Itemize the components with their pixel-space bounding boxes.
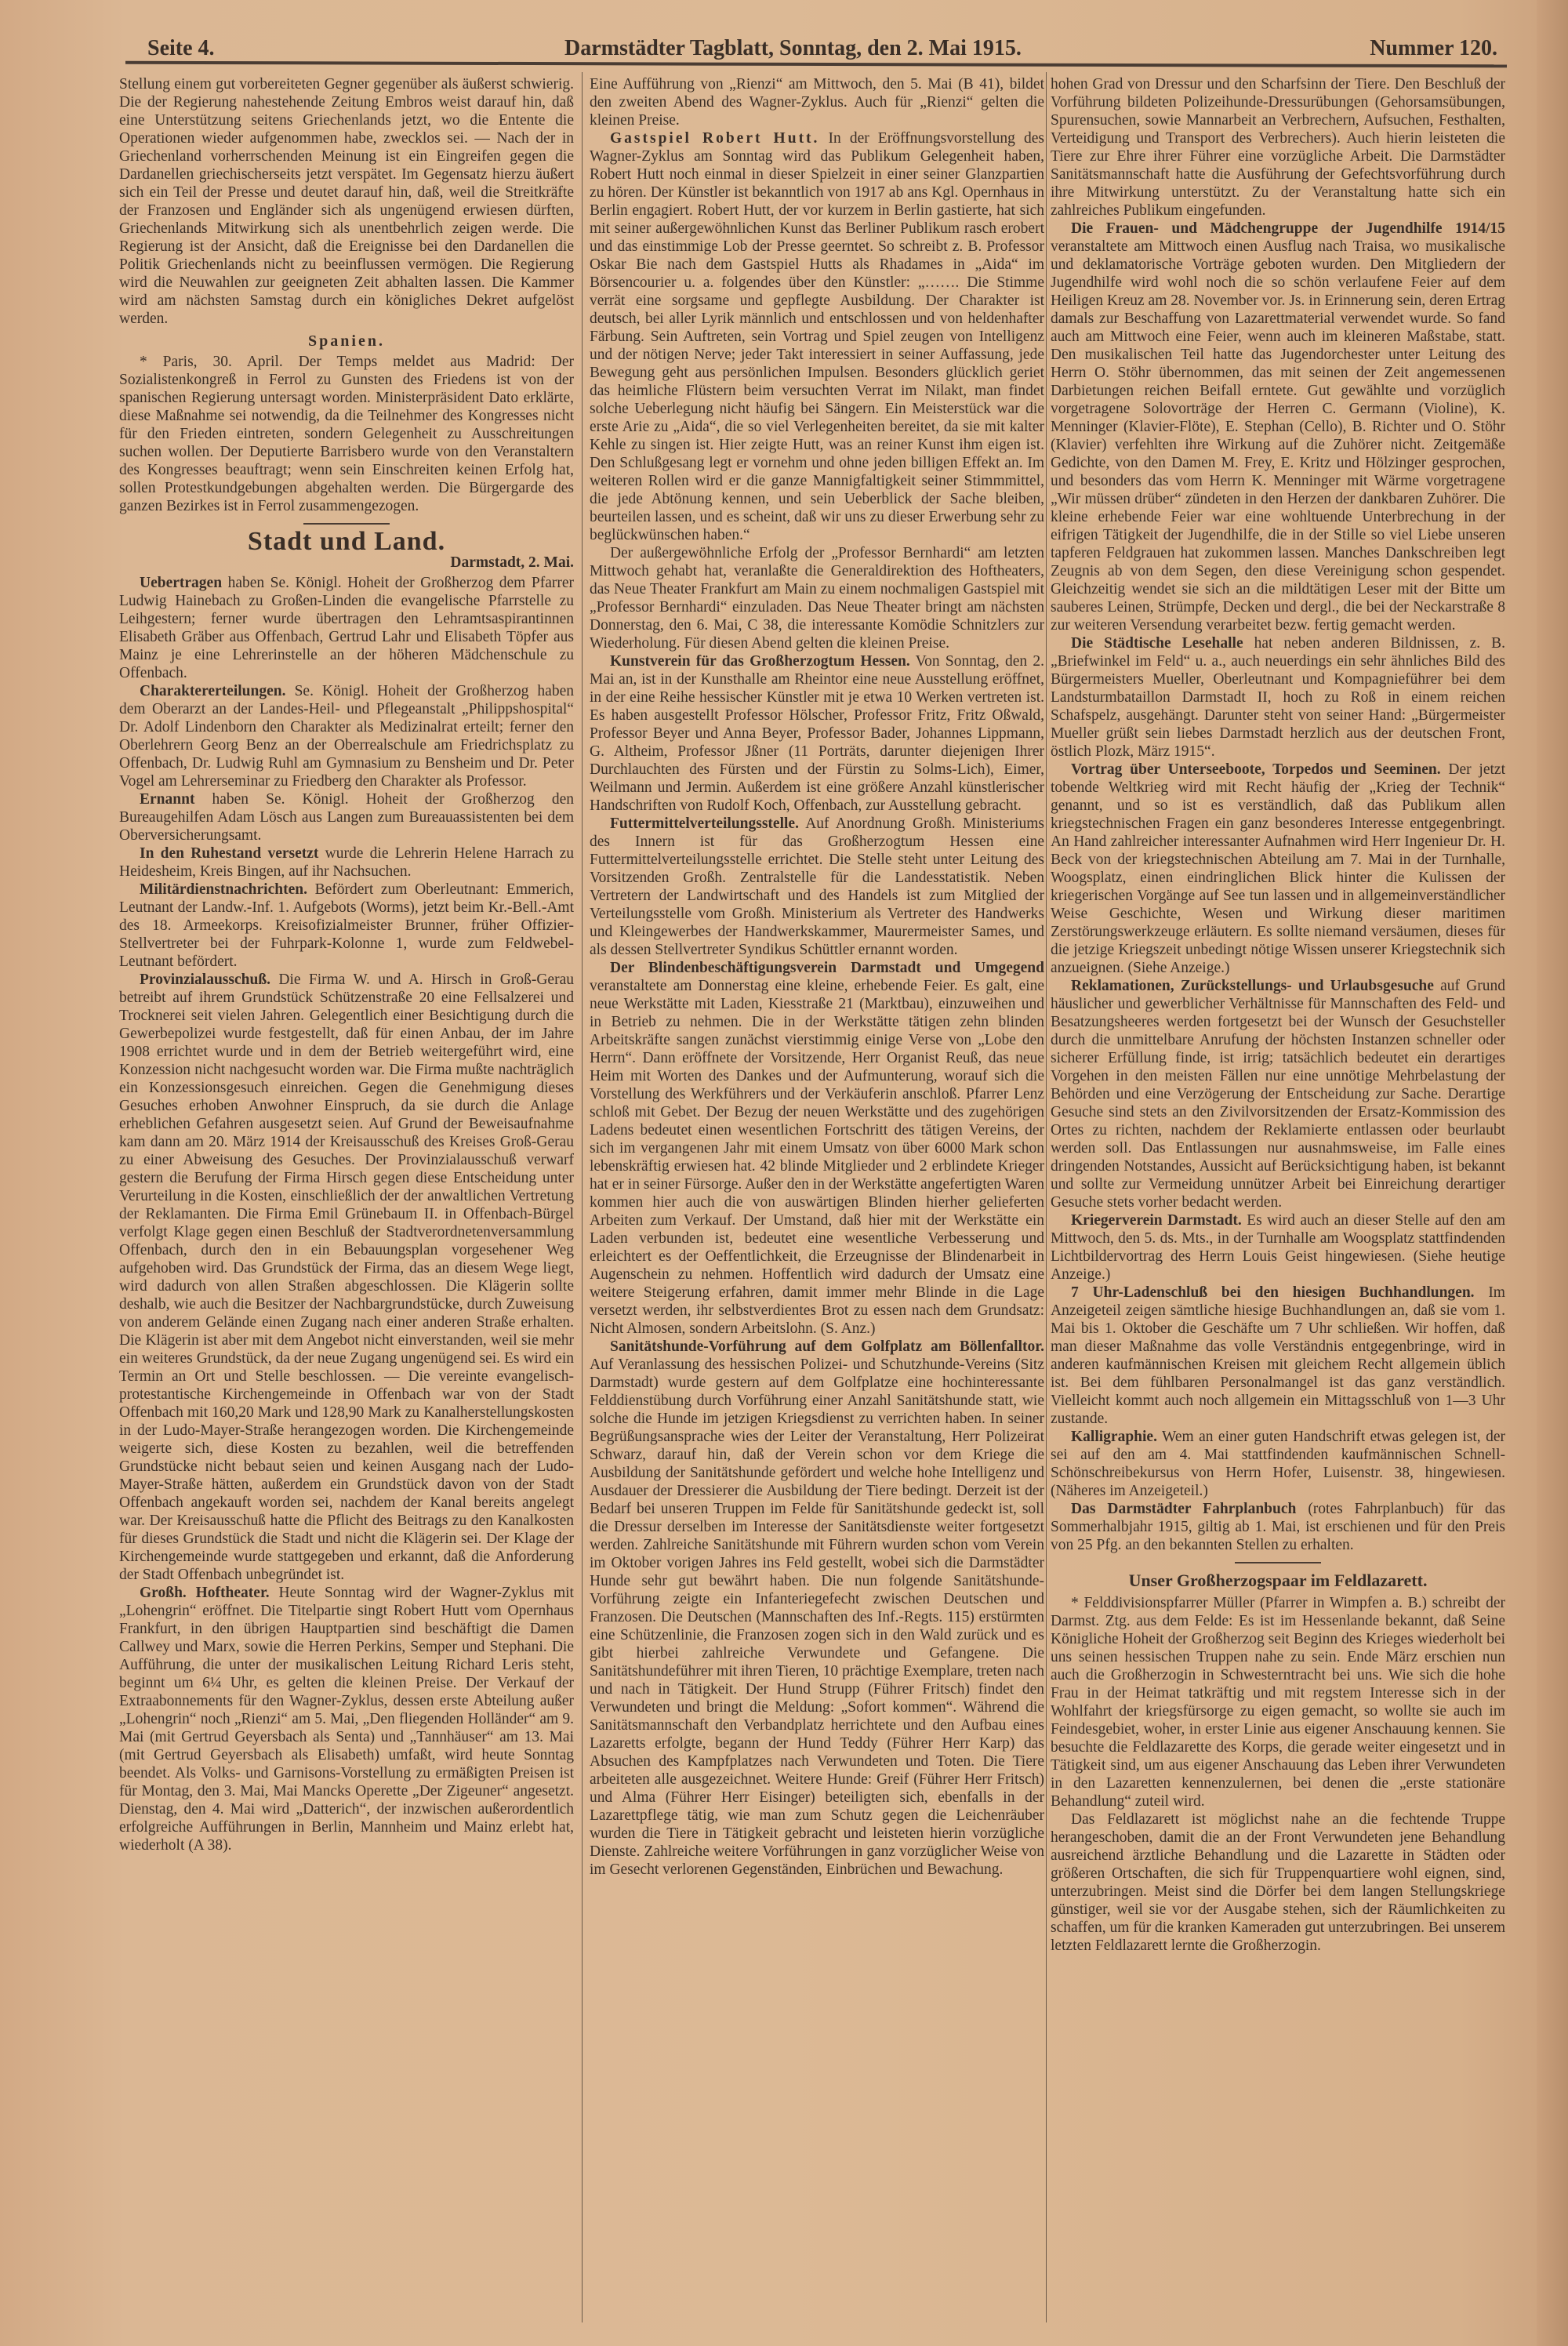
news-item: Gastspiel Robert Hutt. In der Eröffnungsvorstellung des Wagner-Zyklus am Sonntag wird das Publikum Gelegenheit haben, Robert Hutt noch einmal in dieser Spielzeit in einer seiner Glanzpartien zu hören. Der Künstler ist bekanntlich von 1917 ab ans Kgl. Opernhaus in Berlin engagiert. Robert Hutt, der vor kurzem in Berlin gastierte, hat sich mit seiner außergewöhnlichen Kunst das Berliner Publikum rasch erobert und das einstimmige Lob der Presse geerntet. So schreibt z. B. Professor Oskar Bie nach dem Gastspiel Hutts als Rhadames in „Aida“ im Börsencourier u. a. folgendes über den Künstler: „……. Die Stimme verrät eine sorgsame und gepflegte Ausbildung. Der Charakter ist deutsch, bei aller Lyrik männlich und entschlossen und von heldenhafter Färbung. Sein Auftreten, sein Vortrag und Spiel zeugen von Intelligenz und der nötigen Nerve; jeder Takt interessiert in seiner Auffassung, jede Bewegung geht aus persönlichen Impulsen. Besonders glücklich geriet das heimliche Flüstern beim versuchten Verrat im Nilakt, man findet solche Ueberlegung nicht häufig bei Sängern. Ein Meisterstück war die erste Arie zu „Aida“, die so viel Verlegenheiten bereitet, da sie mit kalter Kehle zu singen ist. Hier zeigte Hutt, was an reiner Kunst ihm eigen ist. Den Schlußgesang legt er vornehm und ohne jeden billigen Effekt an. Im weiteren Rollen wird er die ganze Mannigfaltigkeit seiner Stimmmittel, die jede Abtönung kennen, und sein Ueberblick der Sache bleiben, beurteilen lassen, und es scheint, daß wir uns zu dieser Erwerbung sehr zu beglückwünschen haben.“ (590, 130, 1044, 543)
news-item: Provinzialausschuß. Die Firma W. und A. Hirsch in Groß-Gerau betreibt auf ihrem Grundstück Schützenstraße 20 eine Fellsalzerei und Trocknerei seit vielen Jahren. Gelegentlich einer Besichtigung durch die Gewerbepolizei wurde festgestellt, daß für einen Anbau, der im Jahre 1908 errichtet wurde und in dem der Betrieb weitergeführt wird, eine Konzession nicht nachgesucht worden war. Die Firma mußte nachträglich ein Konzessionsgesuch einreichen. Gegen die Genehmigung dieses Gesuches erhoben Anwohner Einspruch, da sie durch die Anlage erheblichen Gefahren ausgesetzt seien. Auf Grund der Beweisaufnahme kam dann am 20. März 1914 der Kreisausschuß des Kreises Groß-Gerau zu einer Abweisung des Gesuches. Der Provinzialausschuß verwarf gestern die Berufung der Firma Hirsch gegen diese Entscheidung unter Verurteilung in die Kosten, einschließlich der der anwaltlichen Vertretung der Reklamanten. Die Firma Emil Grünebaum II. in Offenbach-Bürgel verfolgt Klage gegen einen Beschluß der Stadtverordnetenversammlung Offenbach, durch den in ein Bebauungsplan vorgesehener Weg aufgehoben wird. Das Grundstück der Firma, das an diesem Wege liegt, wird dadurch von allen Straßen abgeschlossen. Die Klägerin sollte deshalb, wie auch die Besitzer der Nachbargrundstücke, durch Zuweisung von anderem Gelände einen Zugang nach einer anderen Straße erhalten. Die Klägerin ist aber mit dem Angebot nicht einverstanden, weil sie mehr ein weiteres Grundstück, da der neue Zugang ungenügend sei. Es wird ein Termin an Ort und Stelle beschlossen. — Die vereinte evangelisch-protestantische Kirchengemeinde in Offenbach war von der Stadt Offenbach mit 160,20 Mark und 128,90 Mark zu Kanalherstellungskosten in der Ludo-Mayer-Straße herangezogen worden. Die Kirchengemeinde weigerte sich, diese Kosten zu bezahlen, weil die betreffenden Grundstücke nicht bebaut seien und keinen Ausgang nach der Ludo-Mayer-Straße hätten, außerdem ein Grundstück davon von der Stadt Offenbach angekauft worden sei, nachdem der Kanal bereits angelegt war. Der Kreisausschuß hatte die Pflicht des Beitrags zu den Kanalkosten für dieses Grundstück die Stadt und nicht die Klägerin sei. Der Klage der Kirchengemeinde wurde stattgegeben und erkannt, daß die Anforderung der Stadt Offenbach unbegründet ist. (119, 971, 574, 1583)
news-item: Die Städtische Lesehalle hat neben anderen Bildnissen, z. B. „Briefwinkel im Feld“ u. a., auch neuerdings ein sehr ähnliches Bild des Bürgermeisters Mueller, Oberleutnant und Kompagnieführer bei dem Landsturmbataillon Darmstadt II, hoch zu Roß in einem reichen Schafspelz, ausgehängt. Darunter steht von seiner Hand: „Bürgermeister Mueller grüßt sein liebes Darmstadt herzlich aus der deutschen Front, östlich Plozk, März 1915“. (1051, 635, 1505, 760)
page-number: Seite 4. (147, 36, 215, 60)
news-item: Sanitätshunde-Vorführung auf dem Golfplatz am Böllenfalltor. Auf Veranlassung des hessischen Polizei- und Schutzhunde-Vereins (Sitz Darmstadt) wurde gestern auf dem Golfplatze eine hochinteressante Felddienstübung durch Vorführung einer Anzahl Sanitätshunde statt, wie solche die Hunde im jetzigen Kriegsdienst zu verrichten haben. In seiner Begrüßungsansprache wies der Leiter der Veranstaltung, Herr Polizeirat Schwarz, darauf hin, daß der Verein schon vor dem Kriege die Ausbildung der Sanitätshunde gefördert und welche hohe Intelligenz und Ausdauer der Dressierer die Ausbildung der Tiere bedingt. Derzeit ist der Bedarf bei unseren Truppen im Felde für Sanitätshunde gedeckt ist, soll die Dressur derselben im Interesse der Sanitätsdienste weiter fortgesetzt werden. Zahlreiche Sanitätshunde mit Führern wurden schon vom Verein im Oktober vorigen Jahres ins Feld gestellt, wobei sich die Darmstädter Hunde sehr gut bewährt haben. Die nun folgende Sanitätshunde-Vorführung zeigte ein Infanteriegefecht zwischen Deutschen und Franzosen. Die Deutschen (Mannschaften des Inf.-Regts. 115) erstürmten eine Schützenlinie, die Franzosen zogen sich in den Wald zurück und es gibt hierbei zahlreiche Verwundete und Gefangene. Die Sanitätshundeführer mit ihren Tieren, 10 prächtige Exemplare, treten nach und nach in Tätigkeit. Der Hund Strupp (Führer Fritsch) findet den Verwundeten und bringt die Meldung: „Sofort kommen“. Während die Sanitätsmannschaft den Verbandplatz herrichtete und den Aufbau eines Lazaretts erfolgte, begann der Hund Teddy (Führer Herr Karp) das Absuchen des Kampfplatzes nach Verwundeten und Toten. Die Tiere arbeiteten alle ausgezeichnet. Weitere Hunde: Greif (Führer Herr Fritsch) und Alma (Führer Herr Eisinger) beteiligten sich, ebenfalls in der Lazarettpflege tätig, wie man zum Schutz gegen die Leichenräuber wurden die Tiere in Tätigkeit gebracht und leisteten hierin vorzügliche Dienste. Zahlreiche weitere Vorführungen in ganz vorzüglicher Weise von im Gesecht verlorenen Gegenständen, Einbrüchen und Bewachung. (590, 1338, 1044, 1878)
news-item: Ernannt haben Se. Königl. Hoheit der Großherzog den Bureaugehilfen Adam Lösch aus Langen zum Bureauassistenten bei dem Oberversicherungsamt. (119, 791, 574, 844)
divider (1235, 1562, 1321, 1563)
news-item: Großh. Hoftheater. Heute Sonntag wird der Wagner-Zyklus mit „Lohengrin“ eröffnet. Die Titelpartie singt Robert Hutt vom Opernhaus Frankfurt, in den übrigen Hauptpartien sind beschäftigt die Damen Callwey und Marx, sowie die Herren Perkins, Semper und Stephani. Die Aufführung, die unter der musikalischen Leitung Richard Leris steht, beginnt um 6¼ Uhr, es gelten die kleinen Preise. Der Verkauf der Extraabonnements für den Wagner-Zyklus, dessen erste Abteilung außer „Lohengrin“ noch „Rienzi“ am 5. Mai, „Den fliegenden Holländer“ am 9. Mai (mit Gertrud Geyersbach als Senta) und „Tannhäuser“ am 13. Mai (mit Gertrud Geyersbach als Elisabeth) umfaßt, wird heute Sonntag beendet. Als Volks- und Garnisons-Vorstellung zu ermäßigten Preisen ist für Montag, den 3. Mai, Mai Mancks Operette „Der Zigeuner“ angesetzt. Dienstag, den 4. Mai wird „Datterich“, der inzwischen außerordentlich erfolgreiche Aufführungen in Berlin, Mannheim und Mainz erlebt hat, wiederholt (A 38). (119, 1585, 574, 1854)
masthead-title: Darmstädter Tagblatt, Sonntag, den 2. Mai 1915. (564, 36, 1022, 60)
news-item: Futtermittelverteilungsstelle. Auf Anordnung Großh. Ministeriums des Innern ist für das Großherzogtum Hessen eine Futtermittelverteilungsstelle errichtet. Die Stelle steht unter Leitung des Vorsitzenden Großh. Zentralstelle für die Landesstatistik. Neben Vertretern der Landwirtschaft und des Handels ist zum Mitglied der Verteilungsstelle vom Großh. Ministerium als Vertreter des Handwerks und Kleingewerbes der Handwerkskammer, Maurermeister Sames, und als dessen Stellvertreter Syndikus Schüttler ernannt worden. (590, 815, 1044, 958)
news-item: In den Ruhestand versetzt wurde die Lehrerin Helene Harrach zu Heidesheim, Kreis Bingen, auf ihr Nachsuchen. (119, 845, 574, 880)
page-fold (1537, 0, 1568, 2346)
news-item: Der außergewöhnliche Erfolg der „Professor Bernhardi“ am letzten Mittwoch gehabt hat, veranlaßte die Generaldirektion des Hoftheaters, das Neue Theater Frankfurt am Main zu einem nochmaligen Gastspiel mit „Professor Bernhardi“ einzuladen. Das Neue Theater bringt am nächsten Donnerstag, den 6. Mai, C 38, die interessante Komödie Schnitzlers zur Wiederholung. Für diesen Abend gelten die kleinen Preise. (590, 545, 1044, 652)
article-paragraph: * Paris, 30. April. Der Temps meldet aus Madrid: Der Sozialistenkongreß in Ferrol zu Gunsten des Friedens ist von der spanischen Regierung untersagt worden. Ministerpräsident Dato erklärte, diese Maßnahme sei notwendig, da die Teilnehmer des Kongresses nicht für den Frieden eintreten, sondern Gelegenheit zu Ausschreitungen suchen wollen. Der Deputierte Barrisbero wurde von den Veranstaltern des Kongresses beauftragt; wenn sein Einschreiten keinen Erfolg hat, sollen Protestkundgebungen abgehalten werden. Die Bürgergarde des ganzen Bezirkes ist in Ferrol zusammengezogen. (119, 354, 574, 514)
news-item: Die Frauen- und Mädchengruppe der Jugendhilfe 1914/15 veranstaltete am Mittwoch einen Ausflug nach Traisa, wo musikalische und deklamatorische Vorträge geboten wurden. Den Mitgliedern der Jugendhilfe wird wohl noch die so schön verlaufene Feier auf dem Heiligen Kreuz am 28. November vor. Js. in Erinnerung sein, deren Ertrag damals zur Beschaffung von Lazarettmaterial verwendet wurde. So fand auch am Mittwoch eine Feier, wenn auch im kleineren Maßstabe, statt. Den musikalischen Teil hatte das Jugendorchester unter Leitung des Herrn O. Stöhr übernommen, das mit seinen der Zeit angemessenen Darbietungen reichen Beifall erntete. Gut gewählte und vorzüglich vorgetragene Solovorträge der Herren C. Germann (Violine), K. Menninger (Klavier-Flöte), E. Stephan (Cello), B. Richter und O. Stöhr (Klavier) verfehlten ihre Wirkung auf die Zuhörer nicht. Zeitgemäße Gedichte, von den Damen M. Frey, E. Kritz und Hölzinger gesprochen, und besonders das vom Herrn K. Menninger mit Wärme vorgetragene „Wir müssen drüber“ zündeten in den Herzen der dankbaren Zuhörer. Die kleine erhebende Feier war eine wohltuende Unterbrechung in der eifrigen Tätigkeit der Jugendhilfe, die in der Stille so viel Liebe unseren tapferen Feldgrauen hat zukommen lassen. Manches Dankschreiben legt Zeugnis ab von dem Segen, den diese Vereinigung schon gespendet. Gleichzeitig wendet sie sich an die mildtätigen Leser mit der Bitte um sauberes Leinen, Strümpfe, Decken und dergl., die bei der Neckarstraße 8 zur weiteren Versendung verarbeitet bezw. fertig gemacht werden. (1051, 220, 1505, 634)
column-1 (119, 75, 574, 1854)
article-paragraph: Eine Aufführung von „Rienzi“ am Mittwoch, den 5. Mai (B 41), bildet den zweiten Abend des Wagner-Zyklus. Auch für „Rienzi“ gelten die kleinen Preise. (590, 76, 1044, 129)
section-heading-spain: Spanien. (308, 332, 385, 350)
article-paragraph: * Felddivisionspfarrer Müller (Pfarrer in Wimpfen a. B.) schreibt der Darmst. Ztg. aus dem Felde: Es ist im Hessenlande bekannt, daß Seine Königliche Hoheit der Großherzog seit Beginn des Krieges wiederholt bei uns seinen hessischen Truppen nahe zu sein. Ende März erschien nun auch die Großherzogin in Schwesterntracht bei uns. Wie sich die hohe Frau in der Heimat tatkräftig und mit regstem Interesse sich in der Wohlfahrt der kriegsfürsorge zu eigen gemacht, so wollte sie auch im Feindesgebiet, woher, in erster Linie aus eigener Anschauung kennen. Sie besuchte die Feldlazarette des Korps, die gerade weiter eingesetzt und in Tätigkeit sind, um aus eigener Anschauung das Leben ihrer Verwundeten in den Lazaretten kennenzulernen, bei denen die „erste stationäre Behandlung“ zuteil wird. (1051, 1595, 1505, 1810)
news-item: Kalligraphie. Wem an einer guten Handschrift etwas gelegen ist, der sei auf den am 4. Mai stattfindenden kaufmännischen Schnell-Schönschreibekursus von Herrn Hofer, Luisenstr. 38, hingewiesen. (Näheres im Anzeigeteil.) (1051, 1429, 1505, 1499)
article-paragraph: Das Feldlazarett ist möglichst nahe an die fechtende Truppe herangeschoben, damit die an der Front Verwundeten jene Behandlung ausreichend ärztliche Behandlung und die Lazarette in Städten oder größeren Ortschaften, die sich für Truppenquartiere wohl eignen, sind, unterzubringen. Meist sind die Dörfer bei dem langen Stellungskriege günstiger, weil sie vor der Ausgabe stehen, sich der Räumlichkeiten zu schaffen, um für die kranken Kameraden gut unterzubringen. Bei unserem letzten Feldlazarett lernte die Großherzogin. (1051, 1811, 1505, 1954)
news-item: Militärdienstnachrichten. Befördert zum Oberleutnant: Emmerich, Leutnant der Landw.-Inf. 1. Aufgebots (Worms), jetzt beim Kr.-Bell.-Amt des 18. Armeekorps. Kreisofizialmeister Brunner, früher Offizier-Stellvertreter bei der Fuhrpark-Kolonne 1, wurde zum Feldwebel-Leutnant befördert. (119, 881, 574, 970)
section-title: Stadt und Land. (247, 527, 446, 556)
column-2 (590, 75, 1044, 1879)
news-item: Vortrag über Unterseeboote, Torpedos und Seeminen. Der jetzt tobende Weltkrieg wird mit Recht häufig der „Krieg der Technik“ genannt, und so ist es verständlich, daß das Publikum allen kriegstechnischen Fragen ein ganz besonderes Interesse entgegenbringt. An Hand zahlreicher interessanter Aufnahmen wird Herr Ingenieur Dr. H. Beck von der kriegstechnischen Abteilung am 7. Mai in der Turnhalle, Woogsplatz, einen eindringlichen Blick hinter die Kulissen der kriegerischen Vorgänge auf See tun lassen und in allgemeinverständlicher Weise Geschichte, Wesen und Wirkung dieser maritimen Zerstörungswerkzeuge erläutern. Es sollte niemand versäumen, dieses für die jetzige Kriegszeit unbedingt nötige Wissen unserer Kriegstechnik sich anzueignen. (Siehe Anzeige.) (1051, 761, 1505, 976)
news-item: Uebertragen haben Se. Königl. Hoheit der Großherzog dem Pfarrer Ludwig Hainebach zu Großen-Linden die evangelische Pfarrstelle zu Leihgestern; ferner wurde übertragen den Lehramtsaspirantinnen Elisabeth Gräber aus Offenbach, Gertrud Lahr und Elisabeth Töpfer aus Mainz je eine Lehrerinstelle an der höheren Mädchenschule zu Offenbach. (119, 575, 574, 681)
dateline: Darmstadt, 2. Mai. (450, 554, 574, 571)
column-divider (1046, 72, 1047, 2322)
news-item: Reklamationen, Zurückstellungs- und Urlaubsgesuche auf Grund häuslicher und gewerblicher Verhältnisse für Mannschaften des Feld- und Besatzungsheeres werden fortgesetzt bei der Wunsch der Gesuchsteller durch die unmittelbare Anrufung der höchsten Instanzen schneller oder sicherer Erfüllung finde, ist irrig; tatsächlich bedeutet ein derartiges Vorgehen in den meisten Fällen nur eine unnötige Mehrbelastung der Behörden und eine Verzögerung der Entscheidung zur Sache. Derartige Gesuche sind stets an den Zivilvorsitzenden der Ersatz-Kommission des Ortes zu richten, nachdem der Reklamierte entlassen oder beurlaubt werden soll. Das Entlassungen nur ausnahmsweise, im Falle eines dringenden Notstandes, Aussicht auf Berücksichtigung haben, ist bekannt und sollte zur Vermeidung unnützer Arbeit bei Einreichung derartiger Gesuche stets vorher bedacht werden. (1051, 978, 1505, 1211)
issue-number: Nummer 120. (1370, 36, 1497, 60)
article-paragraph: Stellung einem gut vorbereiteten Gegner gegenüber als äußerst schwierig. Die der Regierung nahestehende Zeitung Embros weist darauf hin, daß eine Unterstützung seitens Griechenlands jetzt, wo die Entente die Operationen wieder aufgenommen habe, zwecklos sei. — Nach der in Griechenland vorherrschenden Meinung ist ein Eingreifen gegen die Dardanellen griechischerseits jetzt verspätet. Im Gegensatz hierzu äußert sich ein Teil der Presse und deutet darauf hin, daß, weil die Streitkräfte der Franzosen und Engländer sich als ungenügend erwiesen dürften, Griechenlands Mitwirkung sich als unentbehrlich zeigen werde. Die Regierung ist der Ansicht, daß die Ereignisse bei den Dardanellen die Politik Griechenlands nicht zu beeinflussen vermögen. Die Regierung wird die Neuwahlen zur geeigneten Zeit abhalten lassen. Die Kammer wird am nächsten Samstag durch ein königliches Dekret aufgelöst werden. (119, 76, 574, 327)
news-item: 7 Uhr-Ladenschluß bei den hiesigen Buchhandlungen. Im Anzeigeteil zeigen sämtliche hiesige Buchhandlungen an, daß sie vom 1. Mai bis 1. Oktober die Geschäfte um 7 Uhr schließen. Wir hoffen, daß man dieser Maßnahme das volle Verständnis entgegenbringe, wird in anderen kaufmännischen Kreisen mit gleichem Recht allgemein üblich ist. Bei dem fühlbaren Personalmangel ist das ganz verständlich. Vielleicht kommt auch noch allgemein ein Mittagsschluß von 1—3 Uhr zustande. (1051, 1284, 1505, 1427)
column-3 (1051, 75, 1505, 1955)
news-item: Der Blindenbeschäftigungsverein Darmstadt und Umgegend veranstaltete am Donnerstag eine kleine, erhebende Feier. Es galt, eine neue Werkstätte mit Laden, Kiesstraße 21 (Marktbau), einzuweihen und in Betrieb zu nehmen. Die in der Werkstätte tätigen zehn blinden Arbeitskräfte sangen zunächst vierstimmig einige Verse von „Lobe den Herrn“. Dann eröffnete der Vorsitzende, Herr Organist Reuß, das neue Heim mit Worten des Dankes und der Aufmunterung, worauf sich die Vorstellung des Werkführers und der Verkäuferin anschloß. Pfarrer Lenz schloß mit Gebet. Der Bezug der neuen Werkstätte und des zugehörigen Ladens bedeutet einen wesentlichen Fortschritt des tätigen Vereins, der sich im vergangenen Jahr mit einem Umsatz von über 6000 Mark schon lebenskräftig erwiesen hat. 42 blinde Mitglieder und 2 erblindete Krieger hat er in seiner Fürsorge. Außer den in der Werkstätte angefertigten Waren kommen hier auch die von auswärtigen Blinden hierher gelieferten Arbeiten zum Verkauf. Der Umstand, daß hier mit der Werkstätte ein Laden verbunden ist, bedeutet eine wesentliche Verbesserung und erleichtert es der Oeffentlichkeit, die Erzeugnisse der Blindenarbeit in Augenschein zu nehmen. Hoffentlich wird dadurch der Umsatz eine weitere Steigerung erfahren, damit immer mehr Blinde in die Lage versetzt werden, ihr selbstverdientes Brot zu essen nach dem Grundsatz: Nicht Almosen, sondern Arbeitslohn. (S. Anz.) (590, 960, 1044, 1337)
column-divider (582, 72, 583, 2322)
article-paragraph: hohen Grad von Dressur und den Scharfsinn der Tiere. Den Beschluß der Vorführung bildeten Polizeihunde-Dressurübungen (Gehorsamsübungen, Spurensuchen, sowie Mannarbeit an Verbrechern, Aufsuchen, Festhalten, Verteidigung und Transport des Verbrechers). Auch hierin leisteten die Tiere zur Ehre ihrer Führer eine vorzügliche Arbeit. Die Darmstädter Sanitätsmannschaft hatte die Ausführung der Gefechtsvorführung durch ihre Mitwirkung unterstützt. Zu der Veranstaltung hatte sich ein zahlreiches Publikum eingefunden. (1051, 76, 1505, 219)
divider (303, 523, 390, 525)
news-item: Das Darmstädter Fahrplanbuch (rotes Fahrplanbuch) für das Sommerhalbjahr 1915, giltig ab 1. Mai, ist erschienen und für den Preis von 25 Pfg. an den bekannten Stellen zu erhalten. (1051, 1501, 1505, 1553)
news-item: Charaktererteilungen. Se. Königl. Hoheit der Großherzog haben dem Oberarzt an der Landes-Heil- und Pflegeanstalt „Philippshospital“ Dr. Adolf Lindenborn den Charakter als Medizinalrat erteilt; ferner den Oberlehrern Georg Benz an der Oberrealschule am Friedrichsplatz zu Offenbach, Dr. Ludwig Ruhl am Gymnasium zu Bensheim und Dr. Peter Vogel am Lehrerseminar zu Friedberg den Charakter als Professor. (119, 683, 574, 790)
news-item: Kriegerverein Darmstadt. Es wird auch an dieser Stelle auf den am Mittwoch, den 5. ds. Mts., in der Turnhalle am Woogsplatz stattfindenden Lichtbildervortrag des Herrn Louis Geist hingewiesen. (Siehe heutige Anzeige.) (1051, 1212, 1505, 1283)
news-item: Kunstverein für das Großherzogtum Hessen. Von Sonntag, den 2. Mai an, ist in der Kunsthalle am Rheintor eine neue Ausstellung eröffnet, in der eine Reihe hessischer Künstler mit je etwa 10 Werken vertreten ist. Es haben ausgestellt Professor Hölscher, Professor Fritz, Fritz Oßwald, Professor Beyer und Anna Beyer, Professor Bader, Johannes Lippmann, G. Altheim, Professor Jßner (11 Porträts, darunter diejenigen Ihrer Durchlauchten des Fürsten und der Fürstin zu Solms-Lich), Eimer, Weilmann und Jermin. Außerdem ist eine größere Anzahl künstlerischer Handschriften von Rudolf Koch, Offenbach, zur Ausstellung gebracht. (590, 653, 1044, 814)
article-heading: Unser Großherzogspaar im Feldlazarett. (1128, 1571, 1428, 1590)
